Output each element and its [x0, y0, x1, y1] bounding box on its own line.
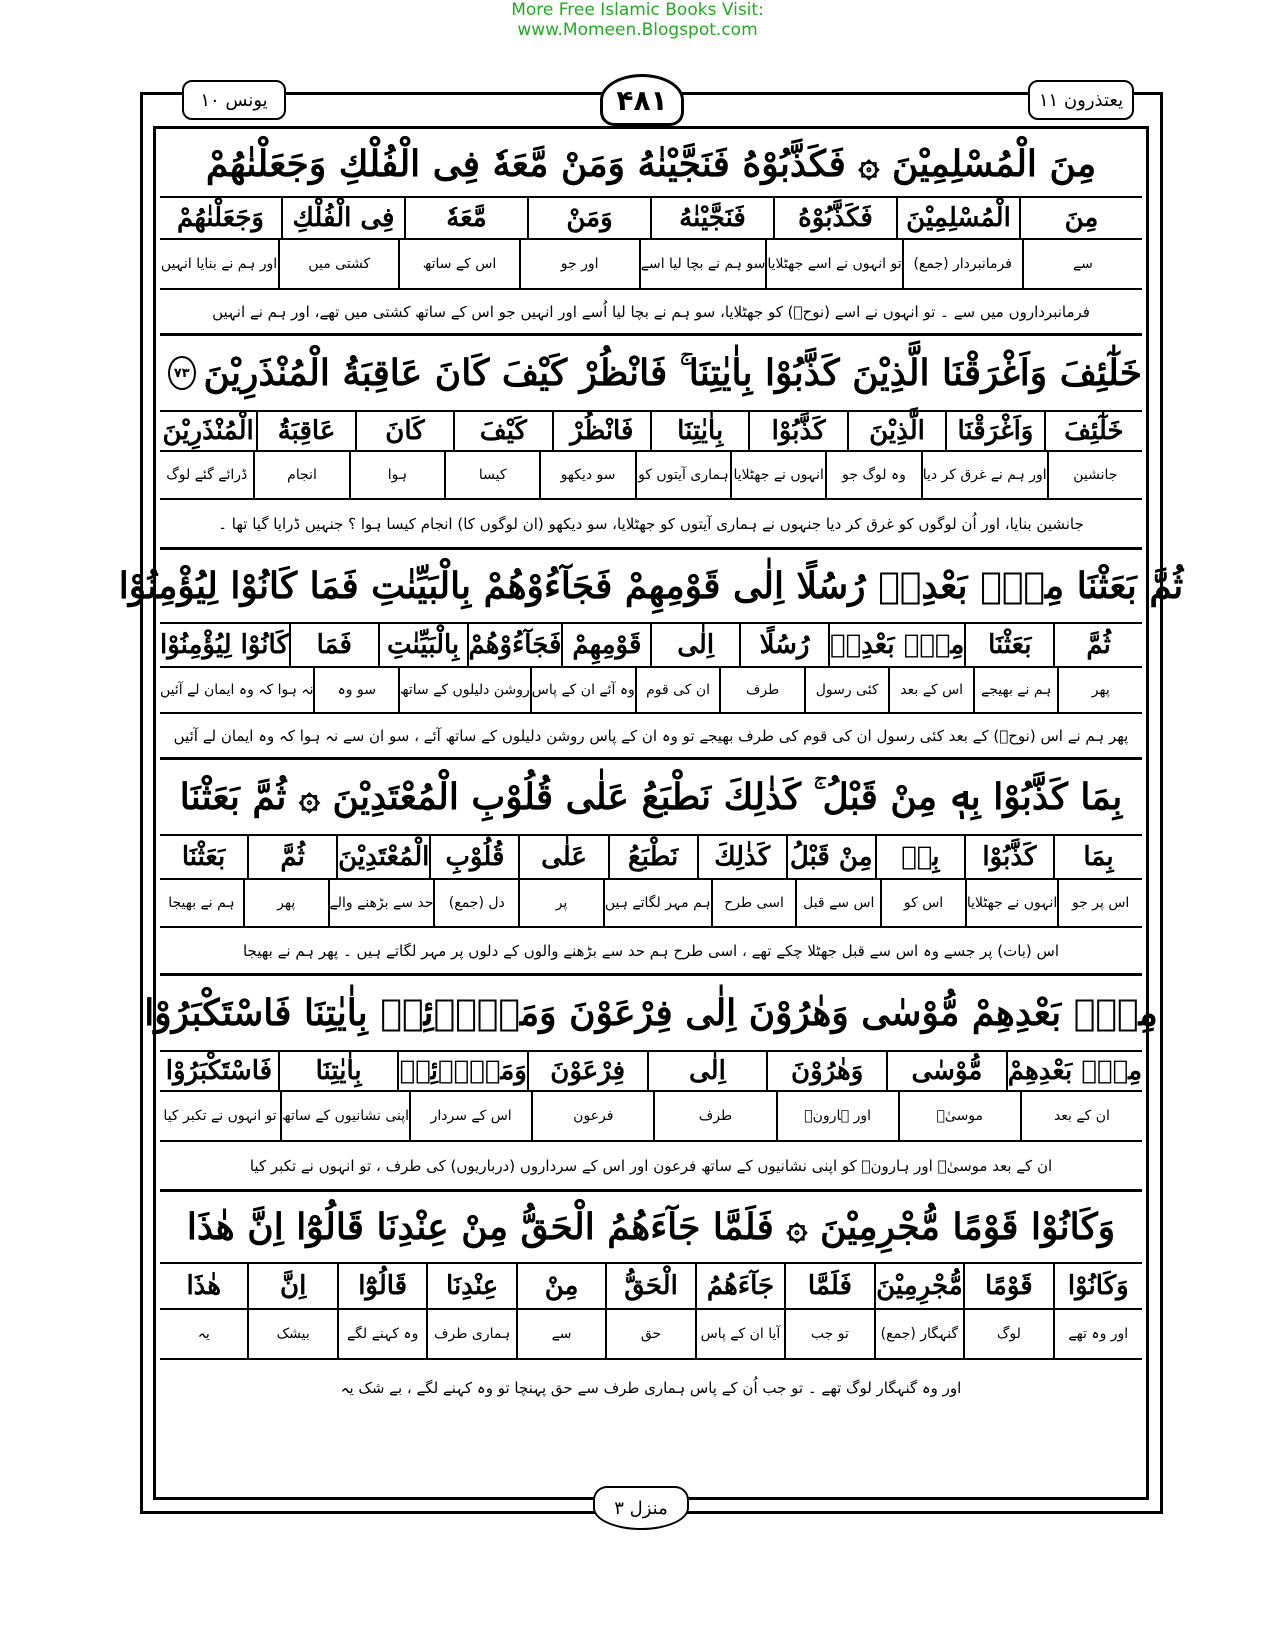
word-row — [160, 836, 1142, 880]
meaning-cell: تو انہوں نے تکبر کیا — [163, 1108, 277, 1124]
translation-line — [160, 500, 1142, 550]
meaning-cell: تو انہوں نے اسے جھٹلایا — [765, 240, 901, 288]
translation-line — [160, 928, 1142, 976]
meaning-cell: فرعون — [531, 1092, 653, 1140]
word-cell: فَنَجَّيْنٰهُ — [650, 198, 773, 238]
promo-line-1: More Free Islamic Books Visit: — [511, 0, 764, 20]
word-cell: الْمُسْلِمِيْنَ — [896, 198, 1019, 238]
translation-line — [160, 714, 1142, 760]
meaning-cell: اس کے بعد — [888, 668, 973, 712]
word-cell: بِاٰيٰتِنَا — [650, 412, 748, 450]
meaning-cell: طرف — [719, 668, 804, 712]
word-cell: مُّجْرِمِيْنَ — [874, 1264, 963, 1308]
meaning-cell: اور وہ تھے — [1053, 1310, 1142, 1358]
translation-line — [160, 290, 1142, 336]
word-cell: وَمَنْ — [527, 198, 650, 238]
word-cell: وَجَعَلْنٰهُمْ — [177, 203, 264, 233]
word-row — [160, 624, 1142, 668]
meaning-cell: ہماری آیتوں کو — [635, 452, 730, 498]
meaning-cell: طرف — [653, 1092, 775, 1140]
word-cell: مِنَ — [1019, 198, 1142, 238]
word-cell: ثُمَّ — [1053, 624, 1142, 666]
meaning-cell: ہوا — [349, 452, 444, 498]
para-name-label: یعتذرون ۱۱ — [1028, 80, 1134, 120]
meaning-cell: سو ہم نے بچا لیا اسے — [639, 240, 766, 288]
meaning-cell: بیشک — [247, 1310, 336, 1358]
meaning-cell: اور ہارونؑ — [776, 1092, 898, 1140]
meaning-cell: اس پر جو — [1057, 880, 1142, 926]
word-cell: مِنْ — [516, 1264, 605, 1308]
word-cell: فَمَا — [289, 624, 378, 666]
word-cell: الْمُعْتَدِيْنَ — [336, 836, 429, 878]
translation-text: اس (بات) پر جسے وہ اس سے قبل جھٹلا چکے تھے ، اسی طرح ہم حد سے بڑھنے والوں کے دلوں پر مہر لگاتے ہیں ۔ پھر ہم نے بھیجا — [242, 941, 1060, 960]
word-cell: كَذَّبُوْا — [748, 412, 846, 450]
word-cell: وَكَانُوْا — [1053, 1264, 1142, 1308]
promo-link[interactable]: www.Momeen.Blogspot.com — [517, 20, 758, 40]
verse-text: بِمَا كَذَّبُوْا بِهٖ مِنْ قَبْلُ ۚ كَذٰلِكَ نَطْبَعُ عَلٰى قُلُوْبِ الْمُعْتَدِيْنَ ۞ ثُمَّ بَعَثْنَا — [179, 775, 1123, 818]
translation-text: فرمانبرداروں میں سے ۔ تو انہوں نے اسے (نوحؑ) کو جھٹلایا، سو ہم نے بچا لیا اُسے اور انہیں جو اس کے ساتھ کشتی میں تھے، اور ہم نے انہیں — [212, 302, 1090, 321]
meaning-cell: گنہگار (جمع) — [874, 1310, 963, 1358]
meaning-cell: تو جب — [784, 1310, 873, 1358]
meaning-cell: اس سے قبل — [795, 880, 880, 926]
meaning-cell: حق — [605, 1310, 694, 1358]
verse-line — [144, 976, 1158, 1052]
word-cell: رُسُلًا — [739, 624, 828, 666]
word-cell: الْحَقُّ — [605, 1264, 694, 1308]
verse-line — [160, 336, 1142, 412]
word-cell: الْمُنْذَرِيْنَ — [162, 416, 254, 446]
meaning-row — [160, 668, 1142, 714]
meaning-cell: لوگ — [963, 1310, 1052, 1358]
meaning-cell: اس کے ساتھ — [398, 240, 518, 288]
word-cell: اِنَّ — [247, 1264, 336, 1308]
meaning-cell: یہ — [197, 1326, 210, 1342]
word-cell: بِاٰيٰتِنَا — [278, 1052, 398, 1090]
word-cell: وَاَغْرَقْنَا — [945, 412, 1043, 450]
surah-name-label: یونس ۱۰ — [182, 80, 286, 120]
meaning-cell: اسی طرح — [711, 880, 796, 926]
word-cell: اِلٰى — [650, 624, 739, 666]
word-cell: مِنْۢ بَعْدِهٖ — [828, 624, 964, 666]
word-cell: جَآءَهُمُ — [695, 1264, 784, 1308]
meaning-cell: اور ہم نے غرق کر دیا — [921, 452, 1047, 498]
meaning-cell: فرمانبردار (جمع) — [902, 240, 1022, 288]
meaning-cell: انجام — [253, 452, 348, 498]
meaning-cell: ڈرائے گئے لوگ — [166, 467, 248, 483]
meaning-cell: روشن دلیلوں کے ساتھ — [398, 668, 530, 712]
verse-line — [160, 760, 1142, 836]
meaning-cell: اس کے سردار — [409, 1092, 531, 1140]
word-cell: فَانْظُرْ — [552, 412, 650, 450]
meaning-cell: آیا ان کے پاس — [695, 1310, 784, 1358]
word-row — [160, 412, 1142, 452]
word-cell: نَطْبَعُ — [608, 836, 697, 878]
meaning-row — [160, 452, 1142, 500]
word-cell: بَعَثْنَا — [181, 842, 226, 872]
translation-text: ان کے بعد موسیٰؑ اور ہارونؑ کو اپنی نشانیوں کے ساتھ فرعون اور اس کے سرداروں (درباریوں) کی طرف ، تو انہوں نے تکبر کیا — [249, 1156, 1053, 1175]
meaning-cell: اور جو — [519, 240, 639, 288]
word-cell: ثُمَّ — [247, 836, 336, 878]
verse-line — [160, 132, 1142, 198]
word-cell: عَلٰى — [518, 836, 607, 878]
meaning-cell: سے — [516, 1310, 605, 1358]
word-cell: بَعَثْنَا — [964, 624, 1053, 666]
verse-text: مِنْۢ بَعْدِهِمْ مُّوْسٰى وَهٰرُوْنَ اِلٰى فِرْعَوْنَ وَمَلَا۟ئِهٖ بِاٰيٰتِنَا فَاسْتَكْبَرُوْا — [144, 992, 1158, 1034]
word-cell: مِنْۢ بَعْدِهِمْ — [1006, 1052, 1142, 1090]
meaning-row — [160, 240, 1142, 290]
word-cell: قَوْمِهِمْ — [561, 624, 650, 666]
word-cell: قُلُوْبِ — [429, 836, 518, 878]
word-cell: فَجَآءُوْهُمْ — [467, 624, 562, 666]
verse-text: خَلٰٓئِفَ وَاَغْرَقْنَا الَّذِيْنَ كَذَّبُوْا بِاٰيٰتِنَا ۚ فَانْظُرْ كَيْفَ كَانَ عَاقِبَةُ الْمُنْذَرِيْنَ — [203, 351, 1142, 394]
page-number: ۴۸۱ — [600, 74, 684, 126]
word-cell: بِمَا — [1053, 836, 1142, 878]
page-content — [118, 132, 1184, 1486]
manzil-label: منزل ۳ — [593, 1486, 689, 1530]
meaning-cell: پھر — [243, 880, 328, 926]
translation-text: پھر ہم نے اس (نوحؑ) کے بعد کئی رسول ان کی قوم کی طرف بھیجے تو وہ ان کے پاس روشن دلیلوں کے ساتھ آئے ، سو ان سے نہ ہوا کہ وہ ایمان لے آئیں — [173, 726, 1129, 745]
meaning-cell: سے — [1022, 240, 1142, 288]
word-cell: وَهٰرُوْنَ — [766, 1052, 886, 1090]
word-cell: فَكَذَّبُوْهُ — [773, 198, 896, 238]
word-cell: مَّعَهٗ — [404, 198, 527, 238]
meaning-cell: ہم مہر لگاتے ہیں — [603, 880, 711, 926]
meaning-cell: حد سے بڑھنے والے — [328, 880, 434, 926]
word-cell: عِنْدِنَا — [426, 1264, 515, 1308]
meaning-cell: موسیٰؑ — [898, 1092, 1020, 1140]
meaning-cell: ان کی قوم — [635, 668, 720, 712]
meaning-cell: اپنی نشانیوں کے ساتھ — [280, 1092, 409, 1140]
meaning-cell: پھر — [1057, 668, 1142, 712]
meaning-cell: سو دیکھو — [539, 452, 634, 498]
word-cell: مُّوْسٰى — [886, 1052, 1006, 1090]
meaning-cell: سو وہ — [313, 668, 398, 712]
meaning-cell: دل (جمع) — [433, 880, 518, 926]
meaning-cell: جانشین — [1047, 452, 1142, 498]
word-cell: كَيْفَ — [453, 412, 551, 450]
verse-text: مِنَ الْمُسْلِمِيْنَ ۞ فَكَذَّبُوْهُ فَنَجَّيْنٰهُ وَمَنْ مَّعَهٗ فِى الْفُلْكِ وَجَعَلْنٰهُمْ — [205, 143, 1097, 185]
promo-banner — [0, 0, 1275, 40]
word-cell: بِهٖ — [875, 836, 964, 878]
meaning-cell: ہم نے بھیجے — [973, 668, 1058, 712]
meaning-cell: ہم نے بھیجا — [168, 895, 235, 911]
word-cell: خَلٰٓئِفَ — [1044, 412, 1142, 450]
word-cell: فِرْعَوْنَ — [527, 1052, 647, 1090]
word-cell: عَاقِبَةُ — [256, 412, 354, 450]
translation-text: جانشین بنایا، اور اُن لوگوں کو غرق کر دیا جنہوں نے ہماری آیتوں کو جھٹلایا، سو دیکھو (ان لوگوں کا) انجام کیسا ہوا ؟ جنہیں ڈرایا گیا تھا ۔ — [218, 514, 1084, 533]
meaning-cell: انہوں نے جھٹلایا — [965, 880, 1057, 926]
meaning-cell: وہ کہنے لگے — [337, 1310, 426, 1358]
word-cell: فَلَمَّا — [784, 1264, 873, 1308]
translation-line — [160, 1142, 1142, 1192]
word-cell: فَاسْتَكْبَرُوْا — [165, 1056, 273, 1086]
word-cell: اِلٰى — [647, 1052, 767, 1090]
word-cell: كَذٰلِكَ — [697, 836, 786, 878]
meaning-cell: اس کو — [880, 880, 965, 926]
meaning-cell: پر — [518, 880, 603, 926]
word-cell: هٰذَا — [186, 1271, 222, 1301]
verse-text: ثُمَّ بَعَثْنَا مِنْۢ بَعْدِهٖ رُسُلًا اِلٰى قَوْمِهِمْ فَجَآءُوْهُمْ بِالْبَيِّنٰتِ فَمَا كَانُوْا لِيُؤْمِنُوْا — [118, 565, 1184, 607]
meaning-cell: وہ لوگ جو — [825, 452, 920, 498]
word-cell: بِالْبَيِّنٰتِ — [378, 624, 467, 666]
word-cell: كَانُوْا لِيُؤْمِنُوْا — [159, 630, 289, 660]
verse-line — [118, 550, 1184, 624]
translation-line — [160, 1360, 1142, 1416]
verse-line — [160, 1192, 1142, 1264]
meaning-row — [160, 1310, 1142, 1360]
meaning-cell: وہ آئے ان کے پاس — [530, 668, 635, 712]
meaning-cell: کشتی میں — [278, 240, 398, 288]
word-row — [160, 1264, 1142, 1310]
word-cell: وَمَلَا۟ئِهٖ — [397, 1052, 526, 1090]
meaning-cell: اور ہم نے بنایا انہیں — [160, 256, 278, 272]
meaning-cell: انہوں نے جھٹلایا — [730, 452, 825, 498]
verse-text: وَكَانُوْا قَوْمًا مُّجْرِمِيْنَ ۞ فَلَمَّا جَآءَهُمُ الْحَقُّ مِنْ عِنْدِنَا قَالُوْٓا اِنَّ هٰذَا — [186, 1206, 1116, 1248]
meaning-cell: کیسا — [444, 452, 539, 498]
meaning-cell: ہماری طرف — [426, 1310, 515, 1358]
meaning-cell: کئی رسول — [804, 668, 889, 712]
translation-text: اور وہ گنہگار لوگ تھے ۔ تو جب اُن کے پاس ہماری طرف سے حق پہنچا تو وہ کہنے لگے ، بے شک یہ — [340, 1379, 962, 1397]
word-cell: الَّذِيْنَ — [847, 412, 945, 450]
word-cell: فِى الْفُلْكِ — [281, 198, 404, 238]
meaning-cell: نہ ہوا کہ وہ ایمان لے آئیں — [159, 682, 314, 698]
ayah-number-marker: ۷۳ — [168, 356, 196, 390]
word-cell: قَوْمًا — [963, 1264, 1052, 1308]
meaning-row — [160, 1092, 1142, 1142]
word-row — [160, 1052, 1142, 1092]
word-cell: قَالُوْٓا — [337, 1264, 426, 1308]
word-cell: مِنْ قَبْلُ — [786, 836, 875, 878]
word-cell: كَذَّبُوْا — [964, 836, 1053, 878]
word-cell: كَانَ — [355, 412, 453, 450]
word-row — [160, 198, 1142, 240]
meaning-cell: ان کے بعد — [1020, 1092, 1142, 1140]
meaning-row — [160, 880, 1142, 928]
